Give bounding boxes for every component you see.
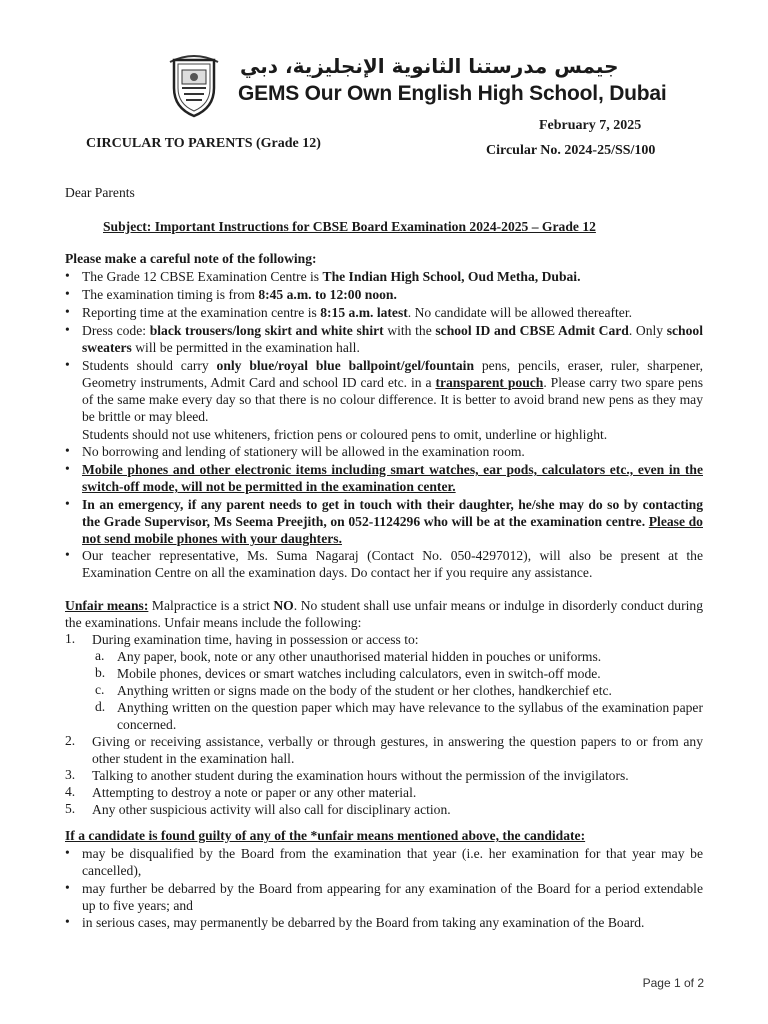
- list-item: may be disqualified by the Board from the examination that year (i.e. her examination for that year may be cancelled),: [82, 846, 703, 878]
- bullet-icon: •: [65, 914, 70, 929]
- list-item: Talking to another student during the examination hours without the permission of the invigilators.: [92, 768, 629, 783]
- intro-text: Please make a careful note of the following:: [65, 251, 317, 266]
- guilty-heading: If a candidate is found guilty of any of the *unfair means mentioned above, the candidate:: [65, 828, 586, 843]
- sub-list-item: Anything written or signs made on the body of the student or her clothes, handkerchief etc.: [117, 683, 612, 698]
- school-name: GEMS Our Own English High School, Dubai: [238, 82, 667, 105]
- bullet-icon: •: [65, 496, 70, 511]
- page-number: Page 1 of 2: [642, 976, 704, 990]
- bullet-icon: •: [65, 286, 70, 301]
- sub-list-item: Mobile phones, devices or smart watches including calculators, even in switch-off mode.: [117, 666, 601, 681]
- bullet-icon: •: [65, 322, 70, 337]
- sub-list-item: Anything written on the question paper which may have relevance to the syllabus of the examination paper concerned.: [117, 700, 703, 732]
- list-number: 3.: [65, 767, 76, 782]
- bullet-icon: •: [65, 461, 70, 476]
- school-name-arabic: جيمس مدرستنا الثانوية الإنجليزية، دبي: [240, 54, 619, 78]
- bullet-icon: •: [65, 304, 70, 319]
- sub-list-letter: b.: [95, 665, 106, 680]
- circular-date: February 7, 2025: [539, 118, 642, 133]
- circular-to: CIRCULAR TO PARENTS (Grade 12): [86, 136, 321, 151]
- list-item: Giving or receiving assistance, verbally or through gestures, in answering the question papers to or from any other student in the examination hall.: [92, 734, 703, 766]
- list-item: Attempting to destroy a note or paper or any other material.: [92, 785, 417, 800]
- list-item: Our teacher representative, Ms. Suma Nagaraj (Contact No. 050-4297012), will also be present at the Examination Centre on all the examination days. Do contact her if you require any assistance.: [82, 548, 703, 580]
- list-item: In an emergency, if any parent needs to get in touch with their daughter, he/she may do so by contacting the Grade Supervisor, Ms Seema Preejith, on 052-1124296 who will be at the examination centre. Please do not send mobile phones with your daughters.: [82, 497, 703, 546]
- list-item: The Grade 12 CBSE Examination Centre is The Indian High School, Oud Metha, Dubai.: [82, 269, 581, 284]
- list-item: Dress code: black trousers/long skirt and white shirt with the school ID and CBSE Admit Card. Only school sweaters will be permitted in the examination hall.: [82, 323, 703, 355]
- sub-list-item: Any paper, book, note or any other unauthorised material hidden in pouches or uniforms.: [117, 649, 602, 664]
- bullet-icon: •: [65, 443, 70, 458]
- sub-list-letter: d.: [95, 699, 106, 714]
- school-crest-logo: [164, 48, 224, 120]
- list-item-note: Students should not use whiteners, friction pens or coloured pens to omit, underline or highlight.: [82, 427, 608, 442]
- sub-list-letter: a.: [95, 648, 105, 663]
- list-item: Reporting time at the examination centre is 8:15 a.m. latest. No candidate will be allowed thereafter.: [82, 305, 633, 320]
- salutation: Dear Parents: [65, 185, 135, 200]
- list-number: 2.: [65, 733, 76, 748]
- list-item: During examination time, having in possession or access to:: [92, 632, 419, 647]
- list-number: 5.: [65, 801, 76, 816]
- list-number: 1.: [65, 631, 76, 646]
- circular-number: Circular No. 2024-25/SS/100: [486, 143, 656, 158]
- list-item: may further be debarred by the Board from appearing for any examination of the Board for a period extendable up to five years; and: [82, 881, 703, 913]
- bullet-icon: •: [65, 547, 70, 562]
- bullet-icon: •: [65, 845, 70, 860]
- sub-list-letter: c.: [95, 682, 105, 697]
- bullet-icon: •: [65, 268, 70, 283]
- list-item: No borrowing and lending of stationery will be allowed in the examination room.: [82, 444, 525, 459]
- list-item: Any other suspicious activity will also call for disciplinary action.: [92, 802, 451, 817]
- bullet-icon: •: [65, 880, 70, 895]
- list-item: Mobile phones and other electronic items including smart watches, ear pods, calculators etc., even in the switch-off mode, will not be permitted in the examination center.: [82, 462, 703, 494]
- list-item: The examination timing is from 8:45 a.m. to 12:00 noon.: [82, 287, 397, 302]
- unfair-means-paragraph: Unfair means: Malpractice is a strict NO. No student shall use unfair means or indulge in disorderly conduct during the examinations. Unfair means include the following:: [65, 598, 703, 630]
- list-item: in serious cases, may permanently be debarred by the Board from taking any examination of the Board.: [82, 915, 645, 930]
- bullet-icon: •: [65, 357, 70, 372]
- list-number: 4.: [65, 784, 76, 799]
- subject-line: Subject: Important Instructions for CBSE Board Examination 2024-2025 – Grade 12: [103, 219, 596, 234]
- list-item: Students should carry only blue/royal blue ballpoint/gel/fountain pens, pencils, eraser, ruler, sharpener, Geometry instruments, Admit Card and school ID card etc. in a transparent pouch. Please carry two spare pens of the same make every day so that there is no colour difference. It is better to avoid brand new pens as they may be brittle or may bleed.: [82, 358, 703, 424]
